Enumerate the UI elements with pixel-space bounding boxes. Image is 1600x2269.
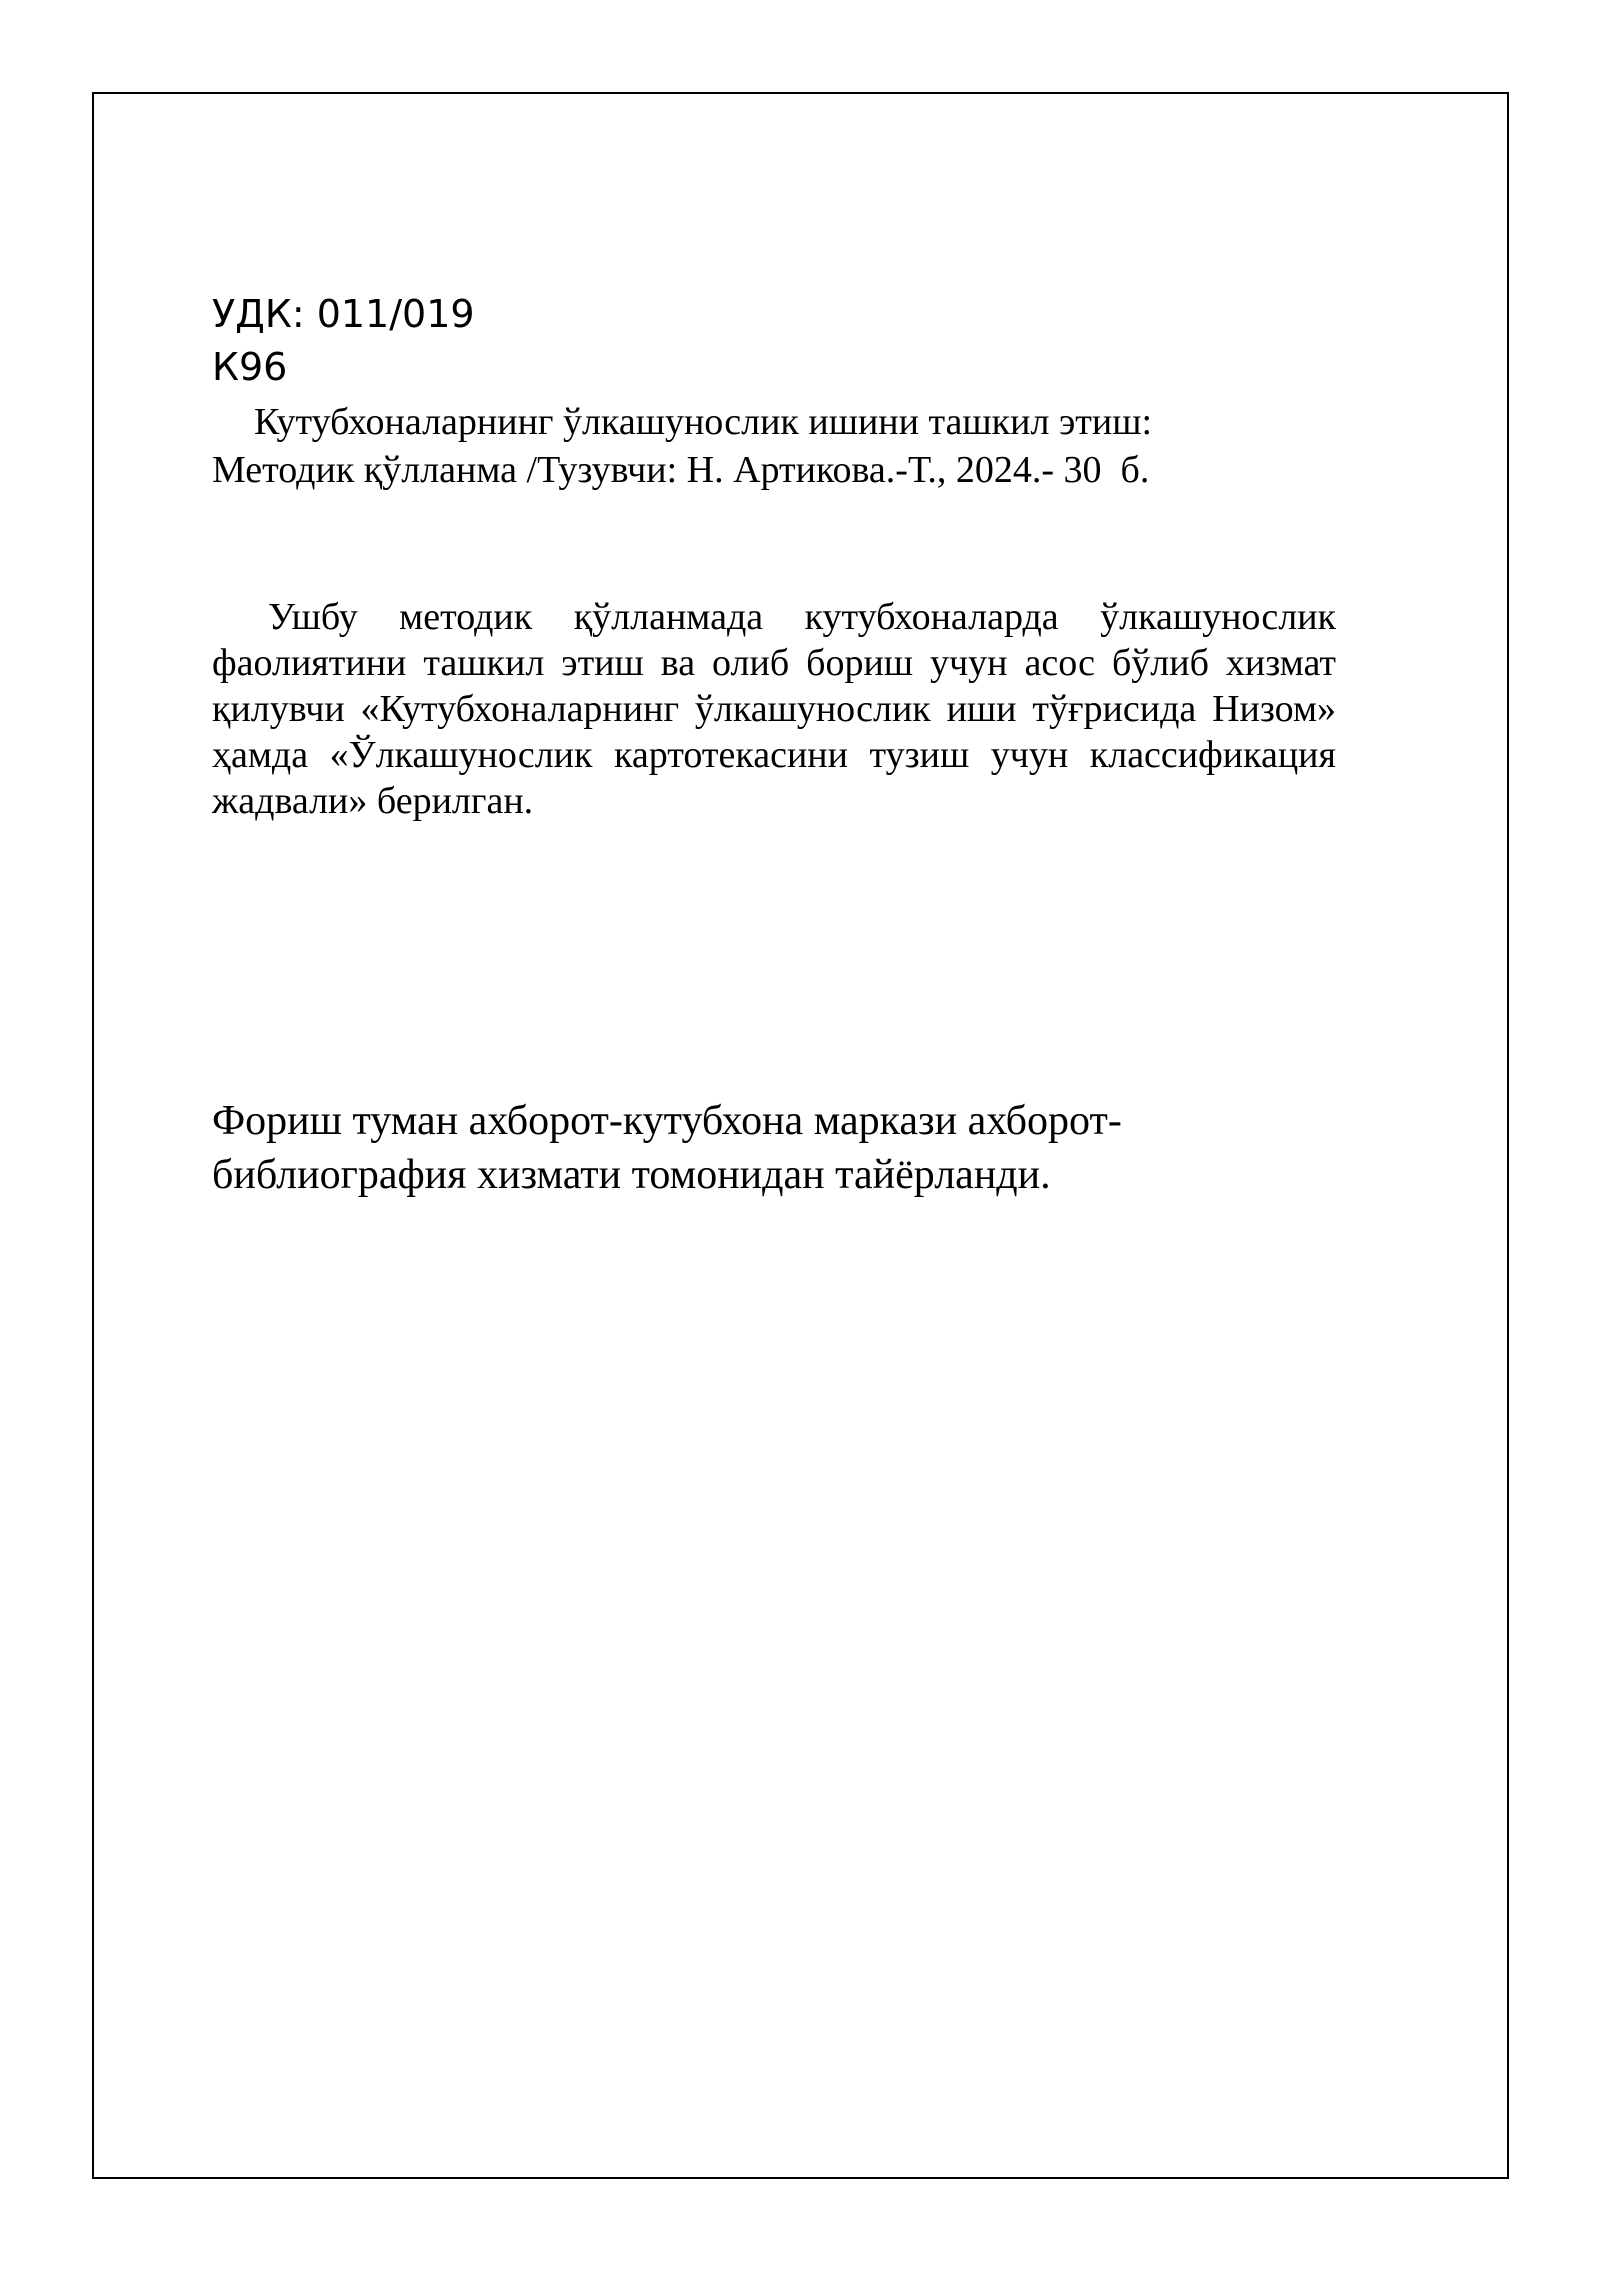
prepared-by-statement: Фориш туман ахборот-кутубхона маркази ахборот-библиография хизмати томонидан тайёрланди. <box>212 1098 1122 1198</box>
bibliographic-description <box>212 398 1352 494</box>
bibliographic-title: Кутубхоналарнинг ўлкашунослик ишини ташкил этиш: <box>254 401 1153 443</box>
author-code: К96 <box>212 345 288 389</box>
bibliographic-details: Методик қўлланма /Тузувчи: Н. Артикова.-Т., 2024.- 30 б. <box>212 449 1150 491</box>
udk-code: УДК: 011/019 <box>212 292 475 336</box>
abstract-paragraph: Ушбу методик қўлланмада кутубхоналарда ўлкашунослик фаолиятини ташкил этиш ва олиб бориш учун асос бўлиб хизмат қилувчи «Кутубхоналарнинг ўлкашунослик иши тўғрисида Низом» ҳамда «Ўлкашунослик картотекасини тузиш учун классификация жадвали» берилган. <box>212 596 1336 822</box>
